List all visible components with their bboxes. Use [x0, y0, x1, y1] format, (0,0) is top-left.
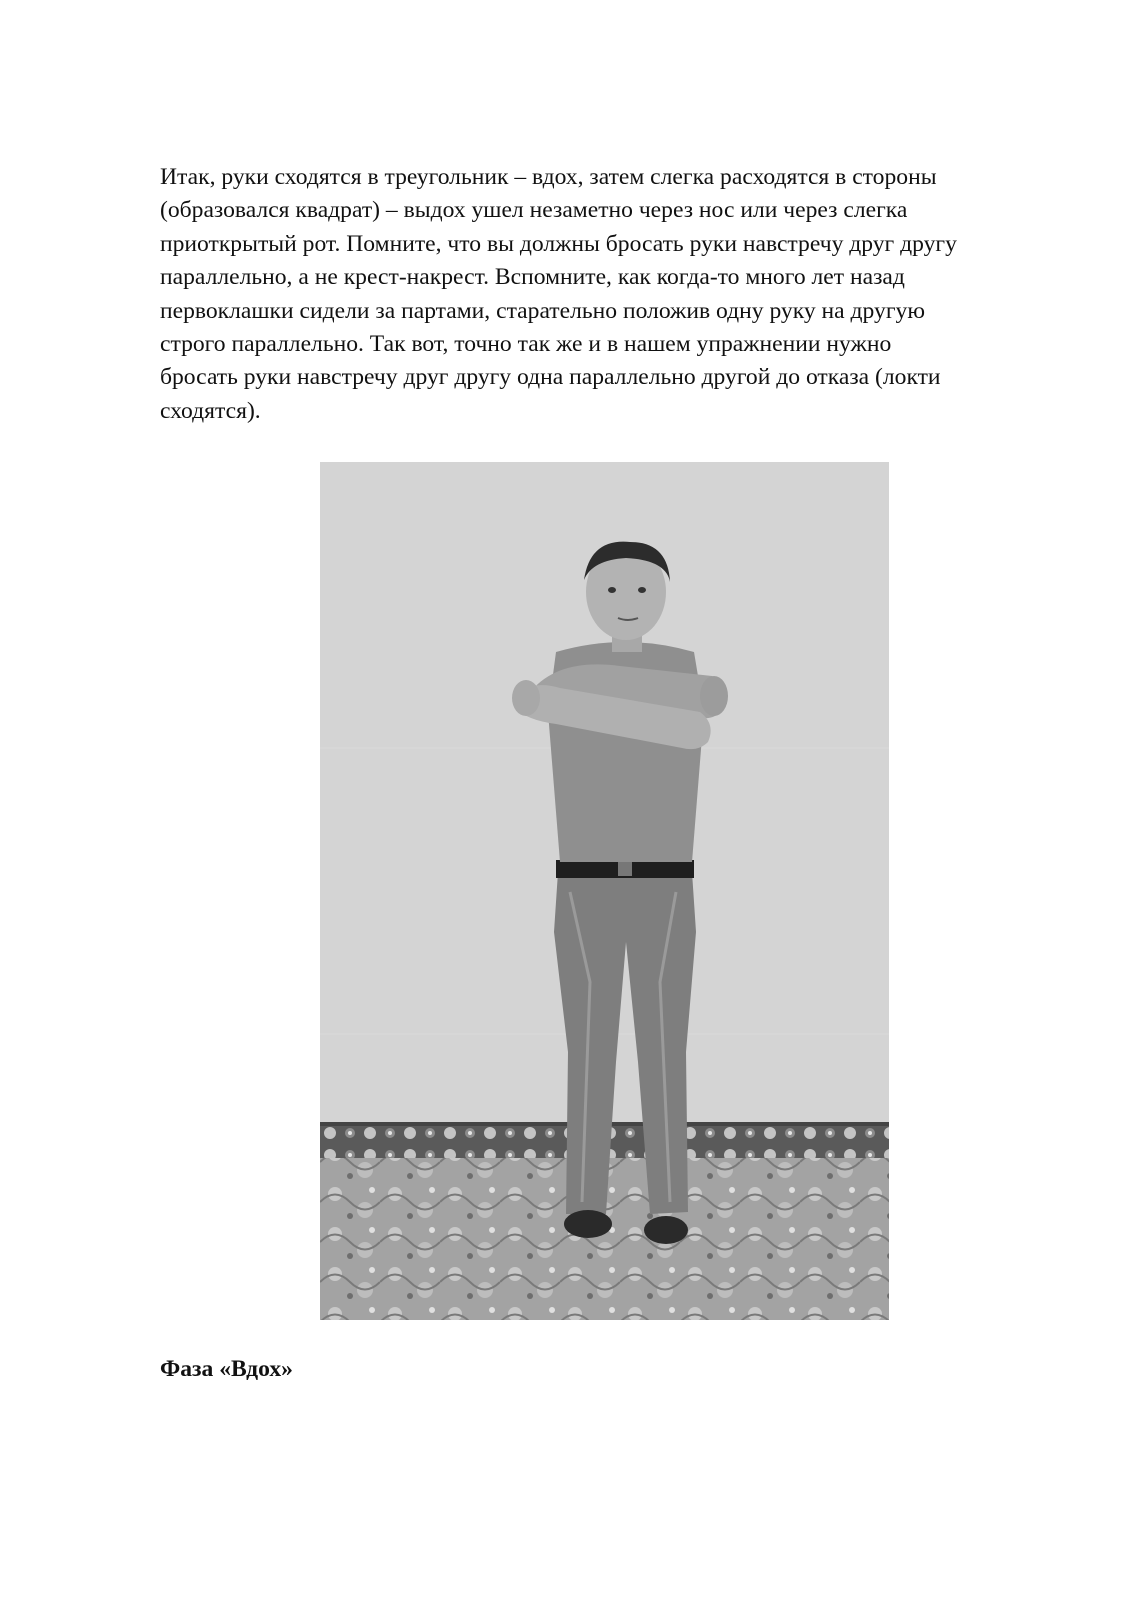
paragraph-line: первоклашки сидели за партами, старательно положив одну руку на другую: [160, 297, 925, 324]
figure-caption: Фаза «Вдох»: [160, 1356, 293, 1382]
paragraph-line: параллельно, а не крест-накрест. Вспомните, как когда-то много лет назад: [160, 264, 905, 291]
paragraph-line: Итак, руки сходятся в треугольник – вдох, затем слегка расходятся в стороны: [160, 164, 937, 190]
paragraph-line: бросать руки навстречу друг другу одна параллельно другой до отказа (локти: [160, 364, 941, 391]
paragraph-line: приоткрытый рот. Помните, что вы должны бросать руки навстречу друг другу: [160, 230, 957, 257]
body-paragraph: [160, 161, 1000, 428]
person-arms-crossed-photo: [320, 462, 889, 1320]
exercise-photo: [320, 462, 889, 1320]
paragraph-line: строго параллельно. Так вот, точно так же и в нашем упражнении нужно: [160, 331, 892, 358]
paragraph-line: (образовался квадрат) – выдох ушел незаметно через нос или через слегка: [160, 197, 908, 224]
paragraph-line: сходятся).: [160, 397, 261, 424]
